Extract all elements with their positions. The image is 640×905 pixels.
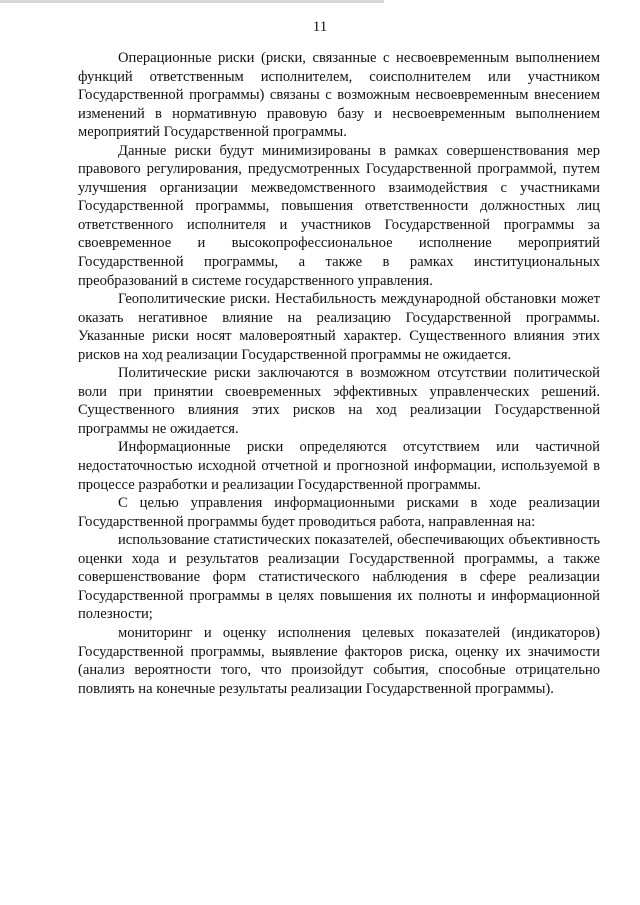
paragraph-operational-risks: Операционные риски (риски, связанные с несвоевременным выполнением функций ответственным исполнителем, соисполнителем или участником Государственной программы) связаны с возможным несвоевременным внесением изменений в нормативную правовую базу и несвоевременным выполнением мероприятий Государственной программы. bbox=[78, 50, 600, 141]
paragraph-political-risks: Политические риски заключаются в возможном отсутствии политической воли при принятии своевременных эффективных управленческих решений. Существенного влияния этих рисков на ход реализации Государственной программы не ожидается. bbox=[78, 365, 600, 437]
document-body bbox=[78, 49, 600, 698]
paragraph-risk-minimization: Данные риски будут минимизированы в рамках совершенствования мер правового регулирования, предусмотренных Государственной программой, путем улучшения организации межведомственного взаимодействия с участниками Государственной программы, повышения ответственности должностных лиц ответственного исполнителя и участников Государственной программы за своевременное и высокопрофессиональное исполнение мероприятий Государственной программы, а также в рамках институциональных преобразований в системе государственного управления. bbox=[78, 142, 600, 289]
paragraph-geopolitical-risks: Геополитические риски. Нестабильность международной обстановки может оказать негативное влияние на реализацию Государственной программы. Указанные риски носят маловероятный характер. Существенного влияния этих рисков на ход реализации Государственной программы не ожидается. bbox=[78, 291, 600, 363]
paragraph-monitoring: мониторинг и оценку исполнения целевых показателей (индикаторов) Государственной программы, выявление факторов риска, оценку их значимости (анализ вероятности того, что произойдут события, способные отрицательно повлиять на конечные результаты реализации Государственной программы). bbox=[78, 624, 600, 697]
scan-edge bbox=[0, 0, 640, 3]
paragraph-statistics-usage: использование статистических показателей, обеспечивающих объективность оценки хода и результатов реализации Государственной программы, а также совершенствование форм статистического наблюдения в сфере реализации Государственной программы в целях повышения их полноты и информационной полезности; bbox=[78, 532, 600, 623]
paragraph-information-risks: Информационные риски определяются отсутствием или частичной недостаточностью исходной отчетной и прогнозной информации, используемой в процессе разработки и реализации Государственной программы. bbox=[78, 439, 600, 493]
paragraph-risk-management-goal: С целью управления информационными рисками в ходе реализации Государственной программы будет проводиться работа, направленная на: bbox=[78, 495, 600, 530]
page-number: 11 bbox=[312, 19, 328, 35]
